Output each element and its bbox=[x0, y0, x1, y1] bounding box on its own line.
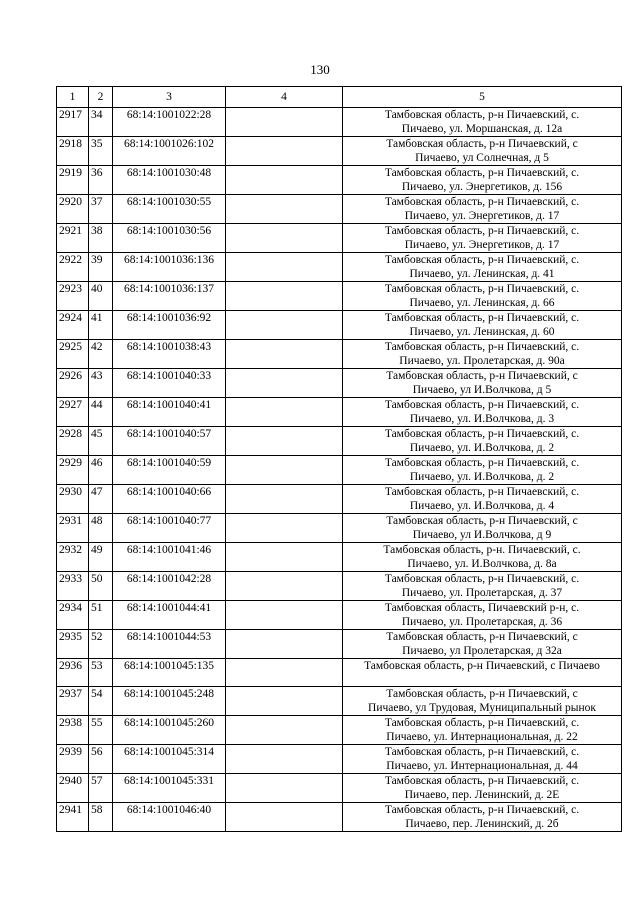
row-index-cell: 53 bbox=[89, 659, 113, 687]
row-index-cell: 58 bbox=[89, 803, 113, 832]
address-cell: Тамбовская область, р-н Пичаевский, с. Пичаево, ул. Энергетиков, д. 156 bbox=[343, 166, 622, 195]
column-4-cell bbox=[226, 543, 343, 572]
column-4-cell bbox=[226, 224, 343, 253]
table-row bbox=[57, 456, 622, 485]
table-row bbox=[57, 716, 622, 745]
column-4-cell bbox=[226, 572, 343, 601]
column-4-cell bbox=[226, 253, 343, 282]
row-number-cell: 2928 bbox=[57, 427, 89, 456]
table-row bbox=[57, 630, 622, 659]
row-index-cell: 34 bbox=[89, 108, 113, 137]
column-4-cell bbox=[226, 108, 343, 137]
table-row bbox=[57, 572, 622, 601]
address-cell: Тамбовская область, р-н Пичаевский, с Пичаево, ул Трудовая, Муниципальный рынок bbox=[343, 687, 622, 716]
cadastral-number-cell: 68:14:1001038:43 bbox=[113, 340, 226, 369]
row-index-cell: 39 bbox=[89, 253, 113, 282]
table-row bbox=[57, 803, 622, 832]
column-4-cell bbox=[226, 137, 343, 166]
column-header-2: 2 bbox=[89, 87, 113, 108]
cadastral-number-cell: 68:14:1001040:77 bbox=[113, 514, 226, 543]
row-index-cell: 56 bbox=[89, 745, 113, 774]
row-number-cell: 2938 bbox=[57, 716, 89, 745]
address-cell: Тамбовская область, р-н Пичаевский, с. Пичаево, ул. Моршанская, д. 12а bbox=[343, 108, 622, 137]
address-cell: Тамбовская область, р-н Пичаевский, с. Пичаево, ул. И.Волчкова, д. 4 bbox=[343, 485, 622, 514]
address-cell: Тамбовская область, р-н Пичаевский, с. Пичаево, ул. Энергетиков, д. 17 bbox=[343, 224, 622, 253]
column-4-cell bbox=[226, 398, 343, 427]
cadastral-number-cell: 68:14:1001030:55 bbox=[113, 195, 226, 224]
row-number-cell: 2921 bbox=[57, 224, 89, 253]
row-index-cell: 38 bbox=[89, 224, 113, 253]
cadastral-number-cell: 68:14:1001045:248 bbox=[113, 687, 226, 716]
cadastral-number-cell: 68:14:1001036:137 bbox=[113, 282, 226, 311]
column-4-cell bbox=[226, 774, 343, 803]
row-index-cell: 52 bbox=[89, 630, 113, 659]
column-4-cell bbox=[226, 601, 343, 630]
cadastral-number-cell: 68:14:1001041:46 bbox=[113, 543, 226, 572]
row-number-cell: 2917 bbox=[57, 108, 89, 137]
address-cell: Тамбовская область, р-н Пичаевский, с. Пичаево, ул. Ленинская, д. 66 bbox=[343, 282, 622, 311]
row-number-cell: 2939 bbox=[57, 745, 89, 774]
table-row bbox=[57, 398, 622, 427]
row-number-cell: 2931 bbox=[57, 514, 89, 543]
column-header-5: 5 bbox=[343, 87, 622, 108]
column-header-1: 1 bbox=[57, 87, 89, 108]
cadastral-number-cell: 68:14:1001026:102 bbox=[113, 137, 226, 166]
table-row bbox=[57, 224, 622, 253]
column-4-cell bbox=[226, 195, 343, 224]
row-index-cell: 44 bbox=[89, 398, 113, 427]
table-body bbox=[57, 108, 622, 832]
row-index-cell: 36 bbox=[89, 166, 113, 195]
cadastral-number-cell: 68:14:1001036:136 bbox=[113, 253, 226, 282]
table-row bbox=[57, 340, 622, 369]
cadastral-number-cell: 68:14:1001040:57 bbox=[113, 427, 226, 456]
column-4-cell bbox=[226, 340, 343, 369]
row-index-cell: 54 bbox=[89, 687, 113, 716]
cadastral-number-cell: 68:14:1001044:53 bbox=[113, 630, 226, 659]
column-4-cell bbox=[226, 456, 343, 485]
row-number-cell: 2933 bbox=[57, 572, 89, 601]
column-4-cell bbox=[226, 514, 343, 543]
column-header-4: 4 bbox=[226, 87, 343, 108]
table-row bbox=[57, 369, 622, 398]
row-index-cell: 43 bbox=[89, 369, 113, 398]
table-header bbox=[57, 87, 622, 108]
column-4-cell bbox=[226, 687, 343, 716]
table-row bbox=[57, 311, 622, 340]
cadastral-number-cell: 68:14:1001045:331 bbox=[113, 774, 226, 803]
cadastral-number-cell: 68:14:1001045:314 bbox=[113, 745, 226, 774]
row-number-cell: 2920 bbox=[57, 195, 89, 224]
cadastral-number-cell: 68:14:1001046:40 bbox=[113, 803, 226, 832]
table-row bbox=[57, 514, 622, 543]
column-4-cell bbox=[226, 427, 343, 456]
row-number-cell: 2922 bbox=[57, 253, 89, 282]
cadastral-number-cell: 68:14:1001045:260 bbox=[113, 716, 226, 745]
row-number-cell: 2935 bbox=[57, 630, 89, 659]
table-row bbox=[57, 282, 622, 311]
cadastral-number-cell: 68:14:1001040:66 bbox=[113, 485, 226, 514]
address-cell: Тамбовская область, р-н Пичаевский, с. Пичаево, ул. Ленинская, д. 60 bbox=[343, 311, 622, 340]
address-cell: Тамбовская область, р-н Пичаевский, с. Пичаево, пер. Ленинский, д. 2Е bbox=[343, 774, 622, 803]
row-index-cell: 50 bbox=[89, 572, 113, 601]
column-4-cell bbox=[226, 716, 343, 745]
column-4-cell bbox=[226, 485, 343, 514]
address-cell: Тамбовская область, р-н Пичаевский, с Пичаево, ул И.Волчкова, д 9 bbox=[343, 514, 622, 543]
row-number-cell: 2918 bbox=[57, 137, 89, 166]
column-4-cell bbox=[226, 166, 343, 195]
cadastral-number-cell: 68:14:1001040:33 bbox=[113, 369, 226, 398]
address-cell: Тамбовская область, р-н Пичаевский, с. Пичаево, ул. Ленинская, д. 41 bbox=[343, 253, 622, 282]
row-number-cell: 2919 bbox=[57, 166, 89, 195]
column-header-3: 3 bbox=[113, 87, 226, 108]
cadastral-number-cell: 68:14:1001022:28 bbox=[113, 108, 226, 137]
column-4-cell bbox=[226, 311, 343, 340]
page-number: 130 bbox=[310, 62, 330, 77]
row-index-cell: 46 bbox=[89, 456, 113, 485]
row-index-cell: 51 bbox=[89, 601, 113, 630]
table-row bbox=[57, 166, 622, 195]
row-number-cell: 2932 bbox=[57, 543, 89, 572]
row-index-cell: 35 bbox=[89, 137, 113, 166]
table-row bbox=[57, 659, 622, 687]
column-4-cell bbox=[226, 659, 343, 687]
address-cell: Тамбовская область, р-н Пичаевский, с. Пичаево, ул. И.Волчкова, д. 2 bbox=[343, 427, 622, 456]
row-number-cell: 2934 bbox=[57, 601, 89, 630]
address-cell: Тамбовская область, р-н Пичаевский, с Пичаево, ул Пролетарская, д 32а bbox=[343, 630, 622, 659]
row-index-cell: 45 bbox=[89, 427, 113, 456]
row-number-cell: 2937 bbox=[57, 687, 89, 716]
row-index-cell: 40 bbox=[89, 282, 113, 311]
address-cell: Тамбовская область, р-н Пичаевский, с Пичаево, ул Солнечная, д 5 bbox=[343, 137, 622, 166]
cadastral-number-cell: 68:14:1001045:135 bbox=[113, 659, 226, 687]
table-row bbox=[57, 253, 622, 282]
address-cell: Тамбовская область, р-н Пичаевский, с. Пичаево, ул. Энергетиков, д. 17 bbox=[343, 195, 622, 224]
cadastral-number-cell: 68:14:1001040:41 bbox=[113, 398, 226, 427]
address-cell: Тамбовская область, р-н Пичаевский, с. Пичаево, ул. Интернациональная, д. 22 bbox=[343, 716, 622, 745]
address-cell: Тамбовская область, р-н Пичаевский, с. Пичаево, ул. Интернациональная, д. 44 bbox=[343, 745, 622, 774]
table-row bbox=[57, 745, 622, 774]
address-cell: Тамбовская область, р-н. Пичаевский, с. Пичаево, ул. И.Волчкова, д. 8а bbox=[343, 543, 622, 572]
column-4-cell bbox=[226, 282, 343, 311]
column-4-cell bbox=[226, 630, 343, 659]
row-number-cell: 2925 bbox=[57, 340, 89, 369]
row-index-cell: 37 bbox=[89, 195, 113, 224]
row-number-cell: 2924 bbox=[57, 311, 89, 340]
cadastral-number-cell: 68:14:1001030:48 bbox=[113, 166, 226, 195]
row-number-cell: 2926 bbox=[57, 369, 89, 398]
cadastral-number-cell: 68:14:1001044:41 bbox=[113, 601, 226, 630]
row-number-cell: 2930 bbox=[57, 485, 89, 514]
address-cell: Тамбовская область, р-н Пичаевский, с. Пичаево, ул. Пролетарская, д. 90а bbox=[343, 340, 622, 369]
address-cell: Тамбовская область, р-н Пичаевский, с Пичаево bbox=[343, 659, 622, 687]
cadastral-number-cell: 68:14:1001042:28 bbox=[113, 572, 226, 601]
row-number-cell: 2941 bbox=[57, 803, 89, 832]
row-index-cell: 41 bbox=[89, 311, 113, 340]
cadastral-number-cell: 68:14:1001040:59 bbox=[113, 456, 226, 485]
column-4-cell bbox=[226, 745, 343, 774]
property-registry-table bbox=[56, 86, 622, 832]
table-row bbox=[57, 137, 622, 166]
address-cell: Тамбовская область, р-н Пичаевский, с. Пичаево, ул. И.Волчкова, д. 2 bbox=[343, 456, 622, 485]
row-number-cell: 2923 bbox=[57, 282, 89, 311]
row-number-cell: 2927 bbox=[57, 398, 89, 427]
table-row bbox=[57, 195, 622, 224]
table-row bbox=[57, 427, 622, 456]
row-index-cell: 55 bbox=[89, 716, 113, 745]
address-cell: Тамбовская область, р-н Пичаевский, с. Пичаево, ул. И.Волчкова, д. 3 bbox=[343, 398, 622, 427]
row-index-cell: 49 bbox=[89, 543, 113, 572]
cadastral-number-cell: 68:14:1001036:92 bbox=[113, 311, 226, 340]
row-index-cell: 47 bbox=[89, 485, 113, 514]
row-number-cell: 2929 bbox=[57, 456, 89, 485]
table-row bbox=[57, 485, 622, 514]
address-cell: Тамбовская область, р-н Пичаевский, с. Пичаево, ул. Пролетарская, д. 37 bbox=[343, 572, 622, 601]
column-4-cell bbox=[226, 803, 343, 832]
address-cell: Тамбовская область, Пичаевский р-н, с. Пичаево, ул. Пролетарская, д. 36 bbox=[343, 601, 622, 630]
column-4-cell bbox=[226, 369, 343, 398]
address-cell: Тамбовская область, р-н Пичаевский, с. Пичаево, пер. Ленинский, д. 2б bbox=[343, 803, 622, 832]
row-index-cell: 42 bbox=[89, 340, 113, 369]
table-row bbox=[57, 543, 622, 572]
row-number-cell: 2940 bbox=[57, 774, 89, 803]
table-row bbox=[57, 601, 622, 630]
row-number-cell: 2936 bbox=[57, 659, 89, 687]
address-cell: Тамбовская область, р-н Пичаевский, с Пичаево, ул И.Волчкова, д 5 bbox=[343, 369, 622, 398]
row-index-cell: 57 bbox=[89, 774, 113, 803]
table-row bbox=[57, 687, 622, 716]
row-index-cell: 48 bbox=[89, 514, 113, 543]
table-row bbox=[57, 108, 622, 137]
table-row bbox=[57, 774, 622, 803]
cadastral-number-cell: 68:14:1001030:56 bbox=[113, 224, 226, 253]
